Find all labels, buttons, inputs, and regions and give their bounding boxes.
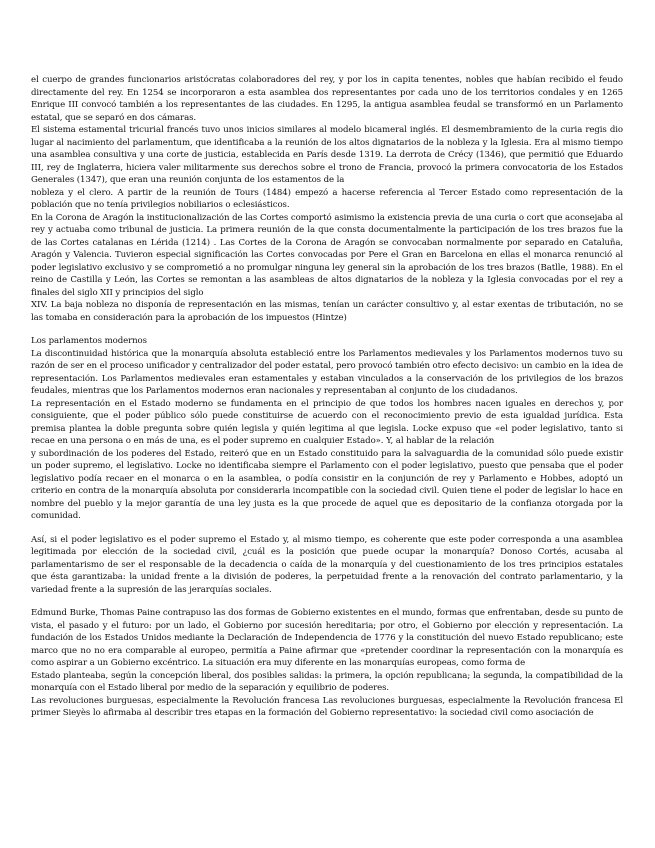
paragraph: el cuerpo de grandes funcionarios aristócratas colaboradores del rey, y por los in capita tenentes, nobles que habían recibido el feudo directamente del rey. En 1254 se incorporaron a esta asamblea dos representantes por cada uno de los territorios condales y en 1265 Enrique III convocó también a los representantes de las ciudades. En 1295, la antigua asamblea feudal se transformó en un Parlamento estatal, que se separó en dos cámaras.: [31, 75, 623, 123]
document-page: [31, 74, 623, 720]
paragraph: Así, si el poder legislativo es el poder supremo el Estado y, al mismo tiempo, es coherente que este poder corresponda a una asamblea legitimada por elección de la sociedad civil, ¿cuál es la posición que puede ocupar la monarquía? Donoso Cortés, acusaba al parlamentarismo de ser el responsable de la decadencia o caída de la monarquía y del cuestionamiento de los tres principios estatales que ésta garantizaba: la unidad frente a la división de poderes, la perpetuidad frente a la renovación del contrato parlamentario, y la variedad frente a la supresión de las jerarquías sociales.: [31, 534, 623, 595]
paragraph: La representación en el Estado moderno se fundamenta en el principio de que todos los hombres nacen iguales en derechos y, por consiguiente, que el poder público sólo puede constituirse de acuerdo con el reconocimiento previo de esta igualdad jurídica. Esta premisa plantea la doble pregunta sobre quién legisla y quién legitima al que legisla. Locke expuso que «el poder legislativo, tanto si recae en una persona o en más de una, es el poder supremo en cualquier Estado». Y, al hablar de la relación: [31, 398, 623, 446]
paragraph: Estado planteaba, según la concepción liberal, dos posibles salidas: la primera, la opción republicana; la segunda, la compatibilidad de la monarquía con el Estado liberal por medio de la separación y equilibrio de poderes.: [31, 670, 623, 693]
spacer: [31, 596, 623, 607]
paragraph: XIV. La baja nobleza no disponía de representación en las mismas, tenían un carácter consultivo y, al estar exentas de tributación, no se las tomaba en consideración para la aprobación de los impuestos (Hintze): [31, 300, 623, 323]
paragraph: Las revoluciones burguesas, especialmente la Revolución francesa Las revoluciones burguesas, especialmente la Revolución francesa El primer Sieyès lo afirmaba al describir tres etapas en la formación del Gobierno representativo: la sociedad civil como asociación de: [31, 695, 623, 718]
section-heading: Los parlamentos modernos: [31, 336, 147, 346]
paragraph: Edmund Burke, Thomas Paine contrapuso las dos formas de Gobierno existentes en el mundo, formas que enfrentaban, desde su punto de vista, el pasado y el futuro: por un lado, el Gobierno por sucesión hereditaria; por otro, el Gobierno por elección y representación. La fundación de los Estados Unidos mediante la Declaración de Independencia de 1776 y la constitución del nuevo Estado republicano; este marco que no no era comparable al europeo, permitía a Paine afirmar que «pretender coordinar la representación con la monarquía es como aspirar a un Gobierno excéntrico. La situación era muy diferente en las monarquías europeas, como forma de: [31, 608, 623, 668]
paragraph: nobleza y el clero. A partir de la reunión de Tours (1484) empezó a hacerse referencia al Tercer Estado como representación de la población que no tenía privilegios nobiliarios o eclesiásticos.: [31, 187, 623, 210]
paragraph: y subordinación de los poderes del Estado, reiteró que en un Estado constituido para la salvaguardia de la comunidad sólo puede existir un poder supremo, el legislativo. Locke no identificaba siempre el Parlamento con el poder legislativo, puesto que pensaba que el poder legislativo podía recaer en el monarca o en la asamblea, o podía consistir en la conjunción de rey y Parlamento e Hobbes, adoptó un criterio en contra de la monarquía absoluta por considerarla incompatible con la sociedad civil. Quien tiene el poder de legislar lo hace en nombre del pueblo y la mejor garantía de una ley justa es la que procede de aquel que es depositario de la confianza otorgada por la comunidad.: [31, 448, 623, 521]
spacer: [31, 523, 623, 534]
paragraph: El sistema estamental tricurial francés tuvo unos inicios similares al modelo bicameral inglés. El desmembramiento de la curia regis dio lugar al nacimiento del parlamentum, que identificaba a la reunión de los altos dignatarios de la nobleza y la Iglesia. Era al mismo tiempo una asamblea consultiva y una corte de justicia, establecida en París desde 1319. La derrota de Crécy (1346), que permitió que Eduardo III, rey de Inglaterra, hiciera valer militarmente sus derechos sobre el trono de Francia, provocó la primera convocatoria de los Estados Generales (1347), que eran una reunión conjunta de los estamentos de la: [31, 125, 623, 185]
paragraph: En la Corona de Aragón la institucionalización de las Cortes comportó asimismo la existencia previa de una curia o cort que aconsejaba al rey y actuaba como tribunal de justicia. La primera reunión de la que consta documentalmente la participación de los tres brazos fue la de las Cortes catalanas en Lérida (1214) . Las Cortes de la Corona de Aragón se convocaban normalmente por separado en Cataluña, Aragón y Valencia. Tuvieron especial significación las Cortes convocadas por Pere el Gran en Barcelona en ellas el monarca renunció al poder legislativo exclusivo y se comprometió a no promulgar ninguna ley general sin la aprobación de los tres brazos (Batlle, 1988). En el reino de Castilla y León, las Cortes se remontan a las asambleas de altos dignatarios de la nobleza y la Iglesia convocadas por el rey a finales del siglo XII y principios del siglo: [31, 212, 623, 298]
paragraph: La discontinuidad histórica que la monarquía absoluta estableció entre los Parlamentos medievales y los Parlamentos modernos tuvo su razón de ser en el proceso unificador y centralizador del poder estatal, pero provocó también otro efecto decisivo: un cambio en la idea de representación. Los Parlamentos medievales eran estamentales y estaban vinculados a la conservación de los privilegios de los brazos feudales, mientras que los Parlamentos modernos eran nacionales y representaban al conjunto de los ciudadanos.: [31, 348, 623, 396]
spacer: [31, 324, 623, 335]
